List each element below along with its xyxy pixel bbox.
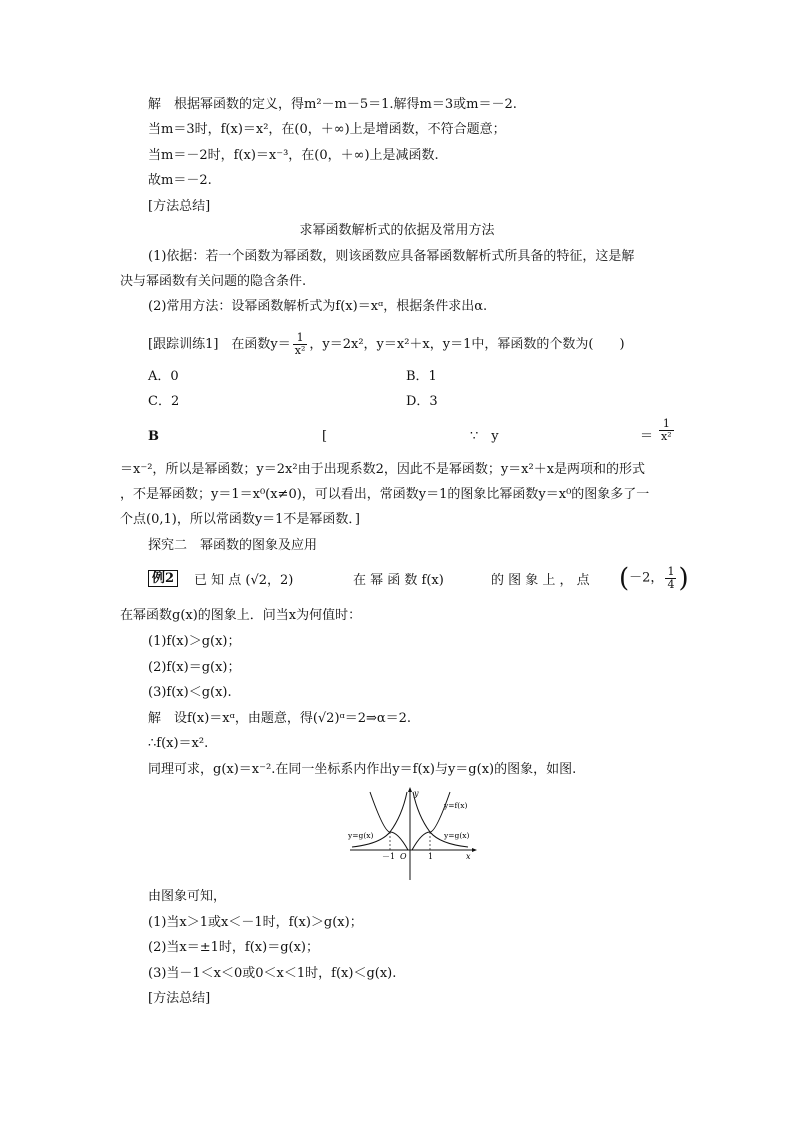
- y-axis-label: y: [414, 789, 419, 798]
- example-2-part-b: 在 幂 函 数 f(x): [353, 573, 444, 588]
- result-2: (2)当x＝±1时，f(x)＝g(x)；: [148, 940, 319, 955]
- exercise-1-question: [148, 332, 625, 357]
- option-a: A．0: [148, 369, 179, 384]
- exercise-1-prefix: [跟踪训练1] 在函数y＝: [148, 337, 291, 352]
- fraction-numerator: 1: [293, 332, 308, 345]
- point-x: －2，: [629, 570, 664, 586]
- question-3: (3)f(x)＜g(x).: [148, 685, 232, 700]
- method-title: 求幂函数解析式的依据及常用方法: [299, 223, 495, 238]
- option-c: C．2: [148, 394, 180, 409]
- option-b: B．1: [406, 369, 437, 384]
- result-intro: 由图象可知，: [148, 889, 227, 904]
- exercise-1-suffix: ，y＝2x²，y＝x²＋x，y＝1中，幂函数的个数为( ): [309, 337, 625, 352]
- answer-bracket: [: [322, 429, 328, 444]
- label-g-left: y=g(x): [348, 831, 374, 840]
- method-summary-heading-2: [方法总结]: [148, 991, 211, 1006]
- method-para-1: (1)依据：若一个函数为幂函数，则该函数应具备幂函数解析式所具备的特征，这是解: [148, 249, 635, 264]
- answer-because: ∵ y: [470, 429, 499, 444]
- solution-line-4: 故m＝－2.: [148, 173, 212, 188]
- example-2-part-a: 已 知 点 (√2，2): [194, 573, 294, 588]
- result-1: (1)当x＞1或x＜－1时，f(x)＞g(x)；: [148, 915, 363, 930]
- example-2-label: 例2: [148, 570, 178, 587]
- answer-fraction: [657, 418, 676, 443]
- function-graph: [344, 786, 480, 882]
- label-f: y=f(x): [444, 801, 468, 810]
- exercise-1-fraction: [293, 332, 308, 357]
- fraction-denominator: x²: [294, 344, 306, 357]
- origin-label: O: [400, 852, 407, 861]
- example-2-part-c: 的 图 象 上 ， 点: [491, 573, 590, 588]
- example-2-point: (－2， $\frac{1}{4}$ ): [619, 563, 689, 594]
- tick-pos-one: 1: [428, 852, 434, 861]
- example-2-cont: 在幂函数g(x)的图象上．问当x为何值时：: [120, 608, 362, 623]
- y-axis-arrow: [408, 787, 412, 792]
- method-para-1-cont: 决与幂函数有关问题的隐含条件.: [120, 274, 307, 289]
- section-heading: 探究二 幂函数的图象及应用: [148, 538, 318, 553]
- solution-2-line-3: 同理可求，g(x)＝x⁻².在同一坐标系内作出y＝f(x)与y＝g(x)的图象，如图.: [148, 762, 577, 777]
- answer-line-2: ，不是幂函数；y＝1＝x⁰(x≠0)，可以看出，常函数y＝1的图象比幂函数y＝x⁰的图象多了一: [120, 487, 650, 502]
- question-2: (2)f(x)＝g(x)；: [148, 660, 241, 675]
- solution-2-line-1: 解 设f(x)＝xᵅ，由题意，得(√2)ᵅ＝2⇒α＝2.: [148, 711, 412, 726]
- result-3: (3)当－1＜x＜0或0＜x＜1时，f(x)＜g(x).: [148, 966, 397, 981]
- fraction-denominator: x²: [661, 430, 672, 443]
- answer-equals: ＝: [640, 429, 654, 444]
- method-para-2: (2)常用方法：设幂函数解析式为f(x)＝xᵅ，根据条件求出α.: [148, 299, 488, 314]
- answer-line-3: 个点(0,1)，所以常函数y＝1不是幂函数．]: [120, 512, 361, 527]
- method-summary-heading: [方法总结]: [148, 199, 211, 214]
- fraction-numerator: 1: [659, 418, 674, 431]
- answer-line-1: ＝x⁻²，所以是幂函数；y＝2x²由于出现系数2，因此不是幂函数；y＝x²＋x是两项和的形式: [120, 462, 646, 477]
- solution-line-3: 当m＝－2时，f(x)＝x⁻³，在(0，＋∞)上是减函数.: [148, 148, 439, 163]
- label-g-right: y=g(x): [444, 831, 470, 840]
- solution-line-2: 当m＝3时，f(x)＝x²，在(0，＋∞)上是增函数，不符合题意；: [148, 122, 506, 137]
- tick-neg-one: －1: [382, 852, 396, 861]
- option-d: D．3: [406, 394, 438, 409]
- x-axis-arrow: [472, 848, 477, 852]
- example-2-label-wrap: [148, 570, 178, 588]
- solution-line-1: 解 根据幂函数的定义，得m²－m－5＝1.解得m＝3或m＝－2.: [148, 97, 517, 112]
- x-axis-label: x: [466, 852, 471, 861]
- solution-2-line-2: ∴f(x)＝x².: [148, 736, 209, 751]
- fraction-denominator: 4: [667, 578, 675, 591]
- fraction-numerator: 1: [667, 565, 675, 578]
- question-1: (1)f(x)＞g(x)；: [148, 634, 241, 649]
- answer-letter: B: [148, 429, 159, 444]
